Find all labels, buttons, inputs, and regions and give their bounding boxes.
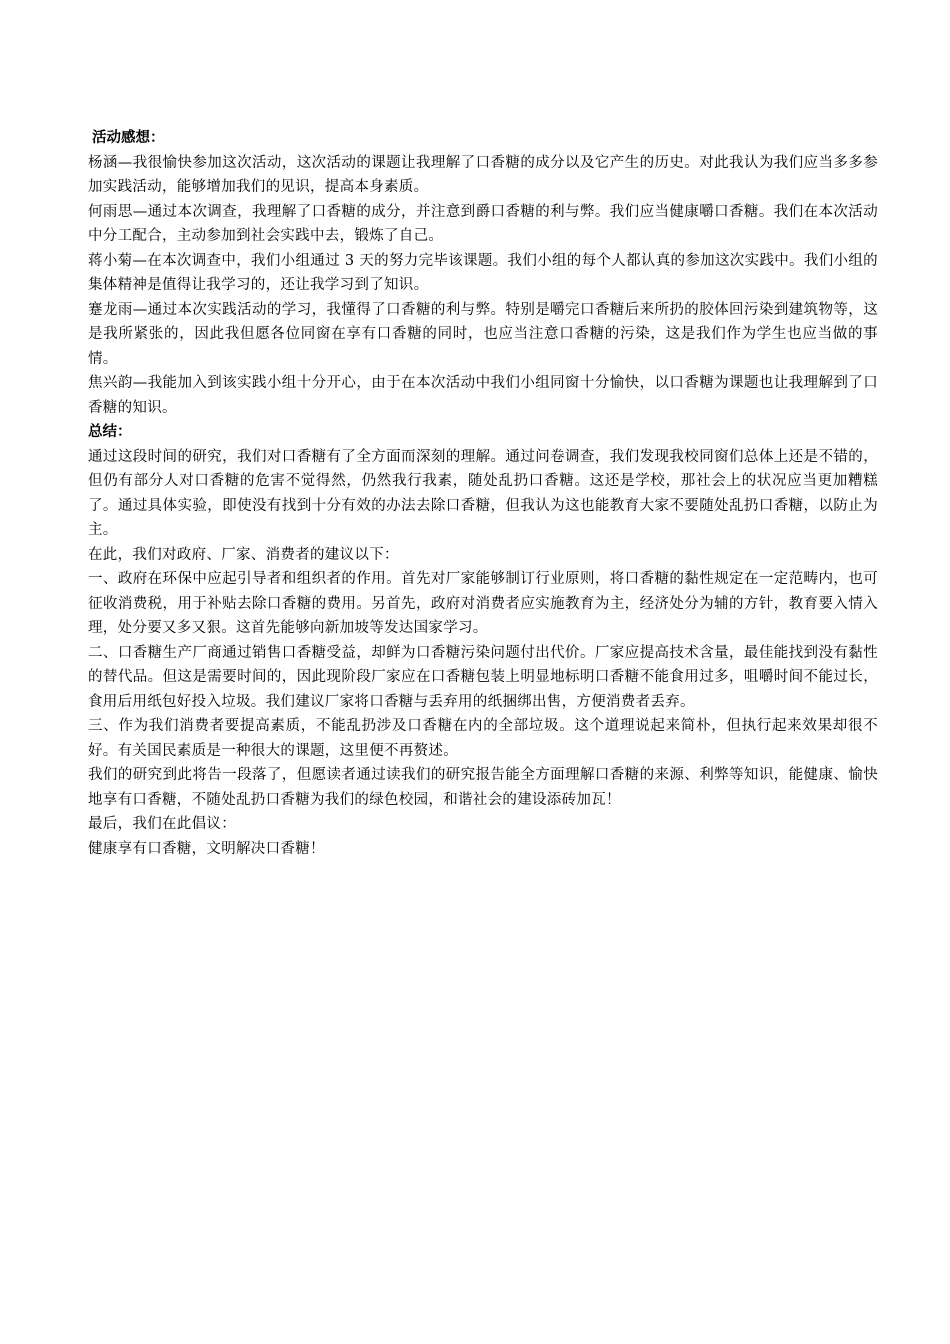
reflection-yang-han: 杨涵—我很愉快参加这次活动，这次活动的课题让我理解了口香糖的成分以及它产生的历史。对此我认为我们应当多多参加实践活动，能够增加我们的见识，提高本身素质。 xyxy=(88,154,878,195)
summary-section xyxy=(88,420,878,861)
suggestion-consumers: 三、作为我们消费者要提高素质，不能乱扔涉及口香糖在内的全部垃圾。这个道理说起来简朴，但执行起来效果却很不好。有关国民素质是一种很大的课题，这里便不再赘述。 xyxy=(88,718,878,759)
suggestion-manufacturers: 二、口香糖生产厂商通过销售口香糖受益，却鲜为口香糖污染问题付出代价。厂家应提高技术含量，最佳能找到没有黏性的替代品。但这是需要时间的，因此现阶段厂家应在口香糖包装上明显地标明口香糖不能食用过多，咀嚼时间不能过长，食用后用纸包好投入垃圾。我们建议厂家将口香糖与丢弃用的纸捆绑出售，方便消费者丢弃。 xyxy=(88,644,878,710)
summary-paragraph: 通过这段时间的研究，我们对口香糖有了全方面而深刻的理解。通过问卷调查，我们发现我校同窗们总体上还是不错的，但仍有部分人对口香糖的危害不觉得然，仍然我行我素，随处乱扔口香糖。这还是学校，那社会上的状况应当更加糟糕了。通过具体实验，即使没有找到十分有效的办法去除口香糖，但我认为这也能教育大家不要随处乱扔口香糖，以防止为主。 xyxy=(88,448,878,538)
document-page xyxy=(88,126,878,861)
reflection-he-yusi: 何雨思—通过本次调查，我理解了口香糖的成分，并注意到爵口香糖的利与弊。我们应当健康嚼口香糖。我们在本次活动中分工配合，主动参加到社会实践中去，锻炼了自己。 xyxy=(88,203,878,244)
suggestions-intro: 在此，我们对政府、厂家、消费者的建议以下： xyxy=(88,546,399,563)
reflection-jiao-xingyun: 焦兴韵—我能加入到该实践小组十分开心，由于在本次活动中我们小组同窗十分愉快，以口香糖为课题也让我理解到了口香糖的知识。 xyxy=(88,375,878,416)
conclusion-paragraph: 我们的研究到此将告一段落了，但愿读者通过读我们的研究报告能全方面理解口香糖的来源、利弊等知识，能健康、愉快地享有口香糖，不随处乱扔口香糖为我们的绿色校园，和谐社会的建设添砖加瓦！ xyxy=(88,767,878,808)
proposal-intro: 最后，我们在此倡议： xyxy=(88,816,236,832)
activity-section xyxy=(88,126,878,420)
summary-heading: 总结： xyxy=(88,424,132,440)
activity-heading: 活动感想： xyxy=(92,130,165,146)
proposal-slogan: 健康享有口香糖，文明解决口香糖！ xyxy=(88,840,325,857)
reflection-jian-longyu: 蹇龙雨—通过本次实践活动的学习，我懂得了口香糖的利与弊。特别是嚼完口香糖后来所扔的胶体回污染到建筑物等，这是我所紧张的，因此我但愿各位同窗在享有口香糖的同时，也应当注意口香糖的污染，这是我们作为学生也应当做的事情。 xyxy=(88,301,878,367)
reflection-jiang-xiaoju: 蒋小菊—在本次调查中，我们小组通过 3 天的努力完毕该课题。我们小组的每个人都认真的参加这次实践中。我们小组的集体精神是值得让我学习的，还让我学习到了知识。 xyxy=(88,252,878,293)
suggestion-government: 一、政府在环保中应起引导者和组织者的作用。首先对厂家能够制订行业原则，将口香糖的黏性规定在一定范畴内，也可征收消费税，用于补贴去除口香糖的费用。另首先，政府对消费者应实施教育为主，经济处分为辅的方针，教育要入情入理，处分要又多又狠。这首先能够向新加坡等发达国家学习。 xyxy=(88,571,878,636)
